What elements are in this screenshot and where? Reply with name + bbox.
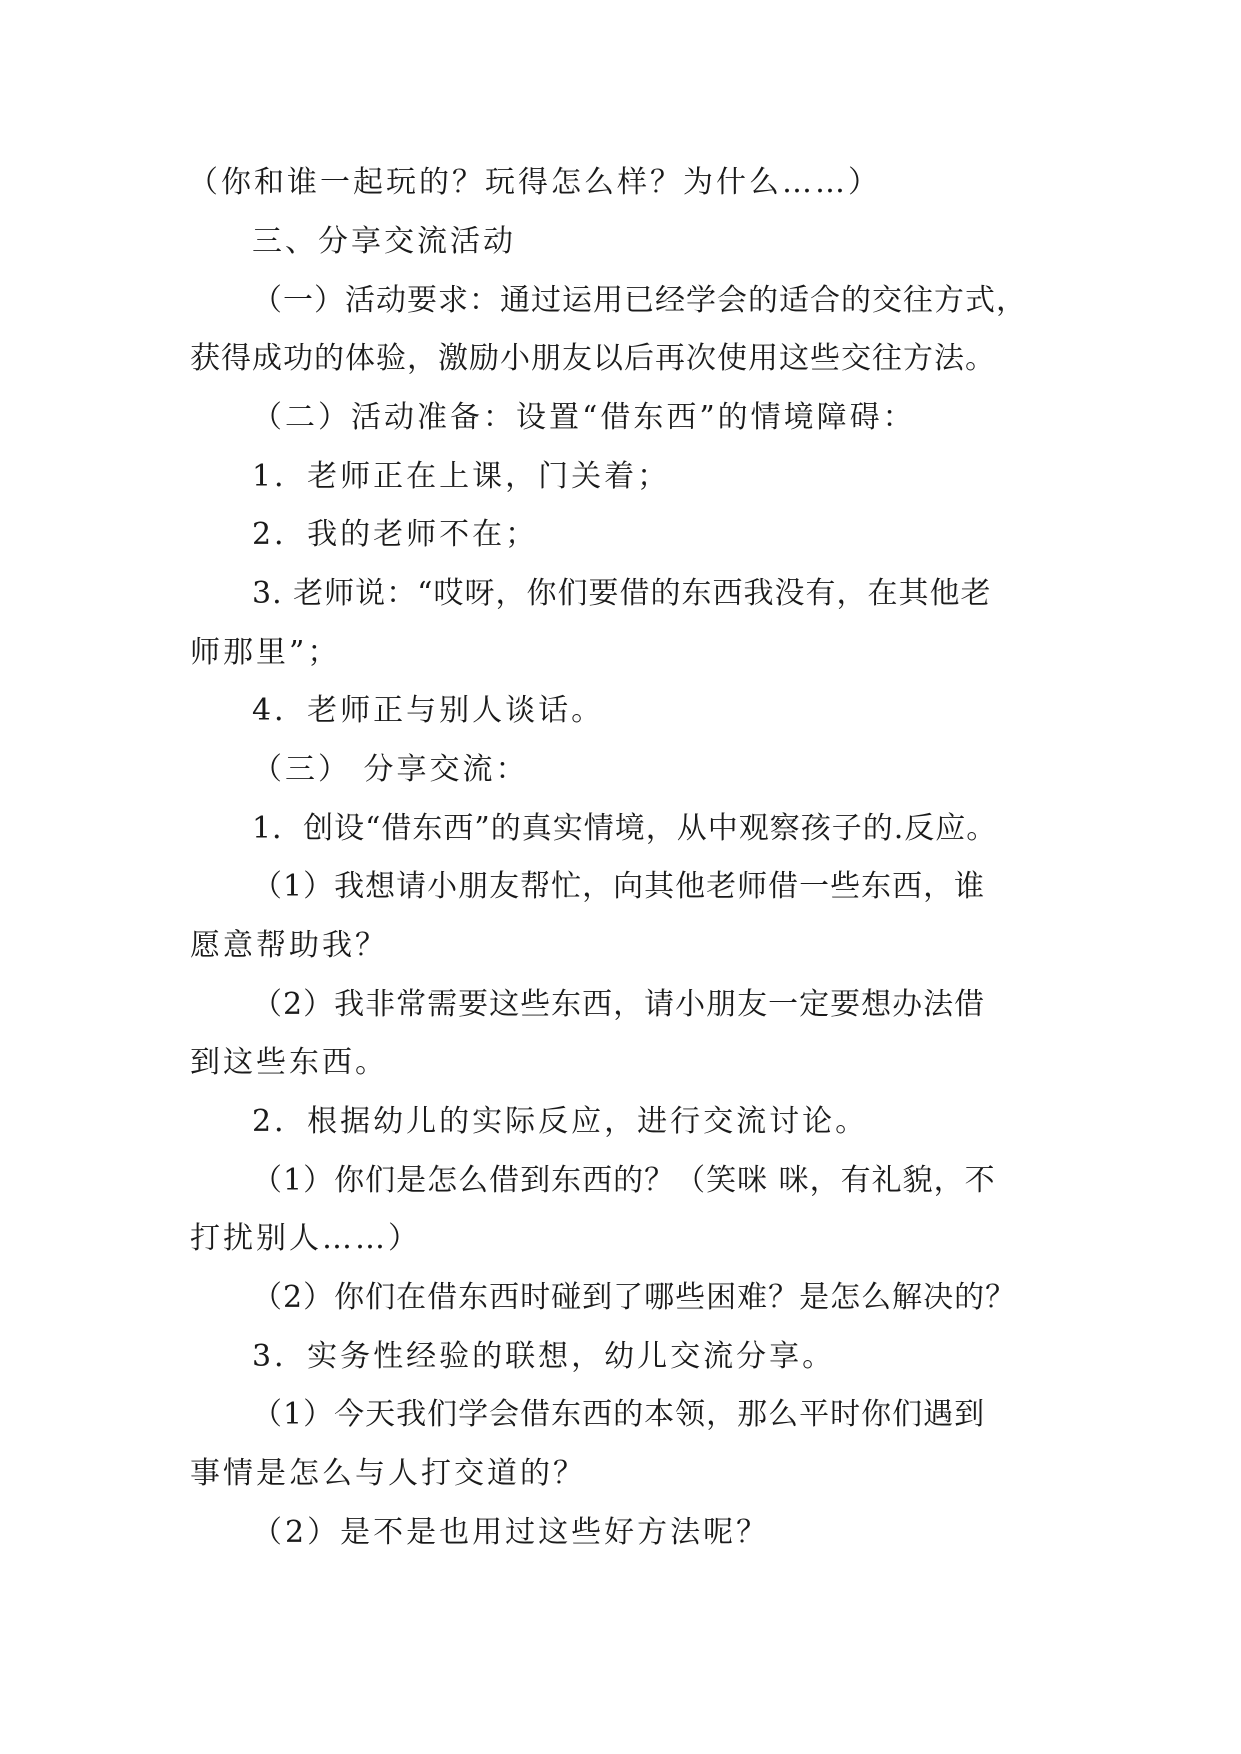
text-line: （二）活动准备：设置“借东西”的情境障碍： bbox=[252, 400, 916, 435]
text-line: （一）活动要求：通过运用已经学会的适合的交往方式， bbox=[252, 283, 1027, 318]
text-line: 获得成功的体验，激励小朋友以后再次使用这些交往方法。 bbox=[190, 341, 996, 376]
text-line: 打扰别人……） bbox=[190, 1221, 421, 1256]
list-item: 3. 老师说：“哎呀，你们要借的东西我没有，在其他老 bbox=[252, 576, 992, 611]
list-item: 1．创设“借东西”的真实情境，从中观察孩子的.反应。 bbox=[252, 811, 998, 846]
list-item: 1．老师正在上课，门关着； bbox=[252, 459, 671, 494]
list-item: （2）是不是也用过这些好方法呢？ bbox=[252, 1515, 770, 1550]
list-item: 2．根据幼儿的实际反应，进行交流讨论。 bbox=[252, 1104, 869, 1139]
section-heading: 三、分享交流活动 bbox=[252, 224, 516, 259]
list-item: （1）我想请小朋友帮忙，向其他老师借一些东西，谁 bbox=[252, 869, 986, 904]
list-item: （1）今天我们学会借东西的本领，那么平时你们遇到 bbox=[252, 1397, 986, 1432]
subsection-heading: （三） 分享交流： bbox=[252, 752, 529, 787]
list-item: 4．老师正与别人谈话。 bbox=[252, 693, 605, 728]
list-item: （2）我非常需要这些东西，请小朋友一定要想办法借 bbox=[252, 987, 986, 1022]
text-line: 愿意帮助我？ bbox=[190, 928, 388, 963]
text-line: 事情是怎么与人打交道的？ bbox=[190, 1456, 586, 1491]
text-line: 师那里”； bbox=[190, 635, 341, 670]
text-line: （你和谁一起玩的？玩得怎么样？为什么……） bbox=[188, 165, 881, 200]
list-item: 3．实务性经验的联想，幼儿交流分享。 bbox=[252, 1339, 836, 1374]
text-line: 到这些东西。 bbox=[190, 1045, 388, 1080]
list-item: 2．我的老师不在； bbox=[252, 517, 539, 552]
list-item: （1）你们是怎么借到东西的？（笑咪 咪，有礼貌，不 bbox=[252, 1163, 996, 1198]
list-item: （2）你们在借东西时碰到了哪些困难？是怎么解决的？ bbox=[252, 1280, 1017, 1315]
